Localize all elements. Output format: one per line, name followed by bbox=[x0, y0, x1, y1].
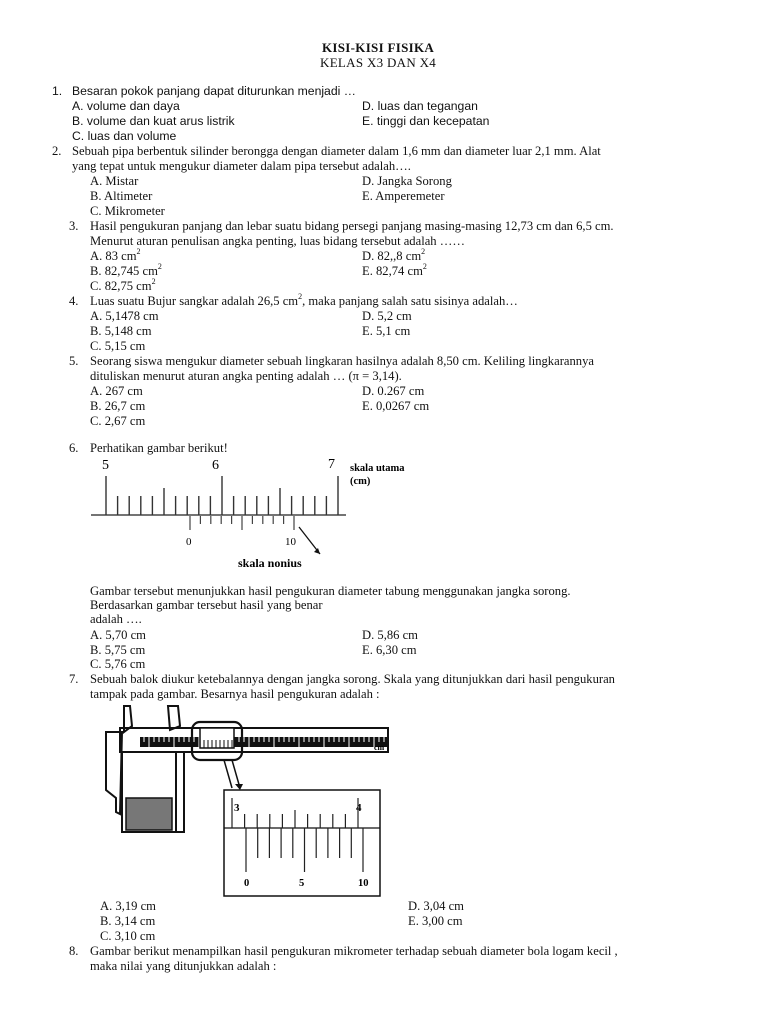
option-a[interactable]: A. 267 cm bbox=[90, 384, 143, 398]
option-b[interactable]: B. 5,75 cm bbox=[90, 643, 146, 657]
option-e[interactable]: E. 3,00 cm bbox=[408, 914, 463, 928]
zoom-vernier-label-5: 5 bbox=[299, 878, 305, 889]
option-e[interactable]: E. 82,74 $cm^2$ bbox=[362, 261, 427, 278]
question-number: 1. bbox=[52, 84, 63, 98]
question-text-line1: Gambar berikut menampilkan hasil pengukuran mikrometer terhadap sebuah diameter bola logam kecil , bbox=[90, 944, 618, 958]
question-text-line2: yang tepat untuk mengukur diameter dalam pipa tersebut adalah…. bbox=[72, 159, 411, 173]
option-c[interactable]: C. 3,10 cm bbox=[100, 929, 156, 943]
option-d[interactable]: D. Jangka Sorong bbox=[362, 174, 452, 188]
option-d[interactable]: D. 82,,8 $cm^2$ bbox=[362, 246, 426, 263]
option-a[interactable]: A. 83 $cm^2$ bbox=[90, 246, 141, 263]
question-text-line2: Berdasarkan gambar tersebut hasil yang benar bbox=[90, 598, 323, 612]
option-e[interactable]: E. Amperemeter bbox=[362, 189, 445, 203]
option-c[interactable]: C. 5,15 cm bbox=[90, 339, 146, 353]
option-a[interactable]: A. Mistar bbox=[90, 174, 139, 188]
page-title: KISI-KISI FISIKA bbox=[322, 40, 435, 55]
option-a[interactable]: A. 3,19 cm bbox=[100, 899, 156, 913]
option-e[interactable]: E. tinggi dan kecepatan bbox=[362, 114, 490, 128]
main-scale-unit: (cm) bbox=[350, 476, 371, 487]
zoom-vernier-label-10: 10 bbox=[358, 878, 369, 889]
option-d[interactable]: D. 5,2 cm bbox=[362, 309, 412, 323]
page-subtitle: KELAS X3 DAN X4 bbox=[320, 55, 437, 70]
option-e[interactable]: E. 5,1 cm bbox=[362, 324, 411, 338]
beam-unit: cm bbox=[374, 743, 385, 752]
vernier-caliper-figure bbox=[88, 454, 428, 574]
vernier-scale-ticks bbox=[190, 516, 294, 530]
option-c[interactable]: C. 82,75 $cm^2$ bbox=[90, 276, 156, 293]
option-d[interactable]: D. 5,86 cm bbox=[362, 628, 418, 642]
option-b[interactable]: B. 82,745 $cm^2$ bbox=[90, 261, 162, 278]
main-scale-caption: skala utama bbox=[350, 463, 405, 474]
question-text-line2: maka nilai yang ditunjukkan adalah : bbox=[90, 959, 277, 973]
question-text-line2: dituliskan menurut aturan angka penting adalah … (π = 3,14). bbox=[90, 369, 402, 383]
question-number: 5. bbox=[69, 354, 79, 368]
option-a[interactable]: A. volume dan daya bbox=[72, 99, 180, 113]
main-scale-ticks bbox=[106, 476, 338, 515]
vernier-label-10: 10 bbox=[285, 536, 296, 548]
question-text-line1: Sebuah pipa berbentuk silinder berongga dengan diameter dalam 1,6 mm dan diameter luar 2,1 mm. Alat bbox=[72, 144, 601, 158]
vernier-label-0: 0 bbox=[186, 536, 192, 548]
question-number: 4. bbox=[69, 294, 79, 308]
question-text-line1: Sebuah balok diukur ketebalannya dengan jangka sorong. Skala yang ditunjukkan dari hasil pengukuran bbox=[90, 672, 615, 686]
option-c[interactable]: C. 2,67 cm bbox=[90, 414, 146, 428]
question-number: 6. bbox=[69, 441, 79, 455]
question-number: 8. bbox=[69, 944, 79, 958]
option-d[interactable]: D. 3,04 cm bbox=[408, 899, 464, 913]
option-b[interactable]: B. volume dan kuat arus listrik bbox=[72, 114, 235, 128]
option-a[interactable]: A. 5,1478 cm bbox=[90, 309, 159, 323]
option-e[interactable]: E. 6,30 cm bbox=[362, 643, 417, 657]
question-text-line1: Hasil pengukuran panjang dan lebar suatu bidang persegi panjang masing-masing 12,73 cm dan 6,5 cm. bbox=[90, 219, 614, 233]
question-text-line2: Menurut aturan penulisan angka penting, luas bidang tersebut adalah …… bbox=[90, 234, 465, 248]
question-text-line2: tampak pada gambar. Besarnya hasil pengukuran adalah : bbox=[90, 687, 380, 701]
question-text-line1: Gambar tersebut menunjukkan hasil pengukuran diameter tabung menggunakan jangka sorong. bbox=[90, 584, 571, 598]
question-text-line3: adalah …. bbox=[90, 612, 142, 626]
main-scale-label-7: 7 bbox=[328, 457, 335, 472]
question-text: Luas suatu Bujur sangkar adalah 26,5 $cm^2$, maka panjang salah satu sisinya adalah… bbox=[90, 291, 518, 308]
question-number: 3. bbox=[69, 219, 79, 233]
option-c[interactable]: C. luas dan volume bbox=[72, 129, 177, 143]
zoom-main-label-4: 4 bbox=[356, 802, 362, 814]
vernier-scale-caption: skala nonius bbox=[238, 556, 302, 570]
option-d[interactable]: D. 0.267 cm bbox=[362, 384, 425, 398]
option-c[interactable]: C. 5,76 cm bbox=[90, 657, 146, 671]
question-text: Besaran pokok panjang dapat diturunkan menjadi … bbox=[72, 84, 356, 98]
question-text: Perhatikan gambar berikut! bbox=[90, 441, 228, 455]
option-b[interactable]: B. 26,7 cm bbox=[90, 399, 146, 413]
question-number: 2. bbox=[52, 144, 62, 158]
question-text-line1: Seorang siswa mengukur diameter sebuah lingkaran hasilnya adalah 8,50 cm. Keliling lingkarannya bbox=[90, 354, 594, 368]
option-b[interactable]: B. 5,148 cm bbox=[90, 324, 152, 338]
zoom-main-label-3: 3 bbox=[234, 802, 240, 814]
option-b[interactable]: B. Altimeter bbox=[90, 189, 153, 203]
option-c[interactable]: C. Mikrometer bbox=[90, 204, 165, 218]
option-b[interactable]: B. 3,14 cm bbox=[100, 914, 156, 928]
option-e[interactable]: E. 0,0267 cm bbox=[362, 399, 430, 413]
caliper-block-figure bbox=[96, 702, 396, 898]
option-a[interactable]: A. 5,70 cm bbox=[90, 628, 146, 642]
main-scale-label-6: 6 bbox=[212, 458, 219, 473]
option-d[interactable]: D. luas dan tegangan bbox=[362, 99, 478, 113]
question-number: 7. bbox=[69, 672, 79, 686]
zoom-vernier-label-0: 0 bbox=[244, 878, 250, 889]
main-scale-label-5: 5 bbox=[102, 458, 109, 473]
